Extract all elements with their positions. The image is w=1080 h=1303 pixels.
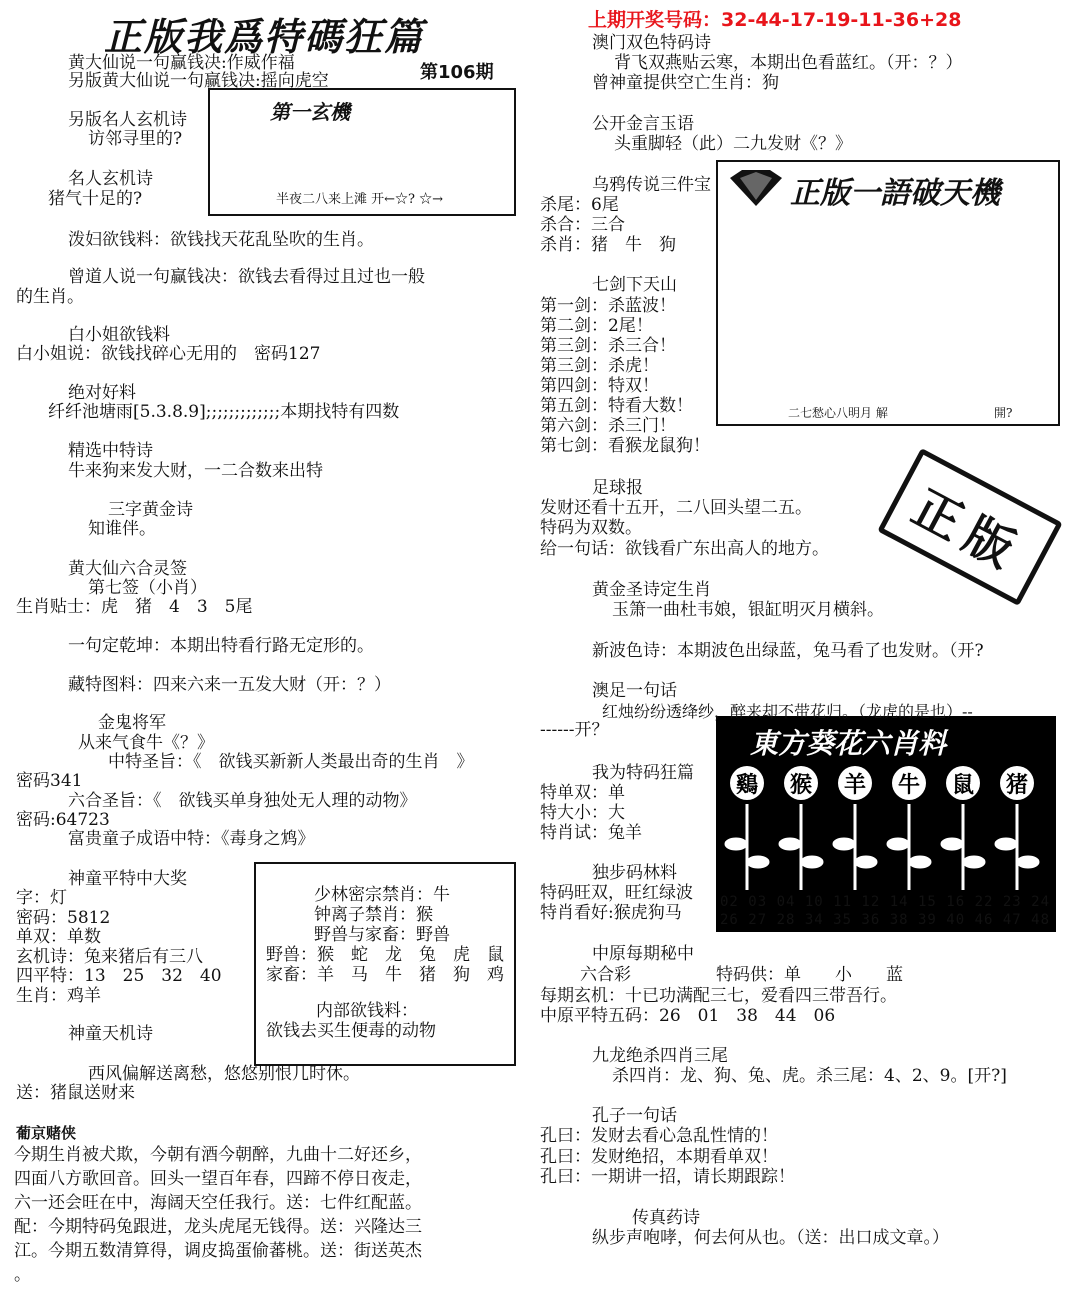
left-line: 一句定乾坤：本期出特看行路无定形的。 bbox=[68, 636, 374, 656]
left-line: 单双：单数 bbox=[16, 927, 101, 947]
shaolin-line: 野兽与家畜：野兽 bbox=[314, 925, 450, 945]
right-line: 七剑下天山 bbox=[592, 275, 677, 295]
right-line: 孔曰：发财绝招，本期看单双！ bbox=[540, 1147, 778, 1167]
shaolin-line: 内部欲钱料： bbox=[316, 1001, 418, 1021]
left-line: 三字黄金诗 bbox=[108, 500, 193, 520]
right-line: 背飞双燕贴云寒，本期出色看蓝红。（开：？） bbox=[614, 53, 963, 73]
yiyu-title: 正版一語破天機 bbox=[790, 176, 1000, 211]
right-line: 纵步声咆哮，何去何从也。（送：出口成文章。） bbox=[592, 1228, 949, 1248]
flower-numbers-row2: 26 27 28 34 35 36 38 39 40 46 47 48 bbox=[720, 912, 1051, 928]
right-line: 传真药诗 bbox=[632, 1208, 700, 1228]
left-line: 金鬼将军 bbox=[98, 713, 166, 733]
right-line: 特大小：大 bbox=[540, 803, 625, 823]
shaolin-line: 家畜：羊 马 牛 猪 狗 鸡 bbox=[266, 965, 504, 985]
left-line: 猪气十足的? bbox=[48, 189, 143, 209]
left-line: 密码341 bbox=[16, 771, 83, 791]
left-line: 曾道人说一句赢钱决：欲钱去看得过且过也一般 bbox=[68, 267, 425, 287]
left-line: 黄大仙六合灵签 bbox=[68, 559, 187, 579]
right-line: 特码旺双，旺红绿波 bbox=[540, 883, 693, 903]
flower-stems-icon bbox=[716, 804, 1056, 890]
left-line: 藏特图料：四来六来一五发大财（开：？） bbox=[68, 675, 391, 695]
right-line: 澳门双色特码诗 bbox=[592, 33, 711, 53]
right-line: 第三剑：杀三合！ bbox=[540, 336, 676, 356]
zodiac-chicken: 鷄 bbox=[730, 766, 764, 800]
right-line: 新波色诗：本期波色出绿蓝，兔马看了也发财。（开? bbox=[592, 641, 984, 661]
left-line: 纤纤池塘雨[5.3.8.9];;;;;;;;;;;;;本期找特有四数 bbox=[48, 402, 400, 422]
right-line: 第五剑：特看大数！ bbox=[540, 396, 693, 416]
left-line: 名人玄机诗 bbox=[68, 169, 153, 189]
shaolin-box bbox=[254, 862, 516, 1066]
yiyu-footer-right: 開? bbox=[994, 406, 1013, 420]
left-line: 配：今期特码兔跟进，龙头虎尾无钱得。送：兴隆达三 bbox=[14, 1217, 422, 1237]
left-line: 白小姐说：欲钱找碎心无用的 密码127 bbox=[16, 344, 321, 364]
zodiac-ox: 牛 bbox=[892, 766, 926, 800]
zodiac-pig: 猪 bbox=[1000, 766, 1034, 800]
left-line: 精选中特诗 bbox=[68, 441, 153, 461]
right-line: 特单双：单 bbox=[540, 783, 625, 803]
right-line: 黄金圣诗定生肖 bbox=[592, 580, 711, 600]
right-line: 孔子一句话 bbox=[592, 1106, 677, 1126]
right-line: 中原每期秘中 bbox=[592, 944, 694, 964]
left-line: 知谁伴。 bbox=[88, 519, 156, 539]
right-line: 特肖试：兔羊 bbox=[540, 823, 642, 843]
left-line: 送：猪鼠送财来 bbox=[16, 1083, 135, 1103]
shaolin-line: 野兽：猴 蛇 龙 兔 虎 鼠 bbox=[266, 945, 504, 965]
flower-title: 東方葵花六肖料 bbox=[750, 727, 947, 760]
zodiac-monkey: 猴 bbox=[784, 766, 818, 800]
yiyu-box bbox=[716, 160, 1060, 426]
left-line: 密码:64723 bbox=[16, 810, 110, 830]
left-line: 。 bbox=[14, 1265, 31, 1285]
right-line: 第三剑：杀虎！ bbox=[540, 356, 659, 376]
flower-numbers-row1: 02 03 04 10 11 12 14 15 16 22 23 24 bbox=[720, 894, 1051, 910]
right-line: 乌鸦传说三件宝 bbox=[592, 175, 711, 195]
left-line: 六一还会旺在中，海阔天空任我行。送：七件红配蓝。 bbox=[14, 1193, 422, 1213]
right-line: ------开？ bbox=[540, 720, 609, 740]
right-line: 九龙绝杀四肖三尾 bbox=[592, 1046, 728, 1066]
shaolin-line: 钟离子禁肖：猴 bbox=[314, 905, 433, 925]
diamond-icon bbox=[726, 168, 786, 208]
right-line: 曾神童提供空亡生肖：狗 bbox=[592, 73, 779, 93]
left-line: 的生肖。 bbox=[16, 287, 84, 307]
left-line: 访邻寻里的? bbox=[88, 129, 183, 149]
left-line: 生肖：鸡羊 bbox=[16, 986, 101, 1006]
left-line: 字：灯 bbox=[16, 888, 67, 908]
right-line: 独步码林料 bbox=[592, 863, 677, 883]
left-line: 富贵童子成语中特：《毒身之鸩》 bbox=[68, 829, 315, 849]
left-line: 泼妇欲钱料：欲钱找天花乱坠吹的生肖。 bbox=[68, 230, 374, 250]
right-line: 第七剑：看猴龙鼠狗！ bbox=[540, 436, 710, 456]
right-line: 中原平特五码：26 01 38 44 06 bbox=[540, 1006, 836, 1026]
masthead-title: 正版我爲特碼狂篇 bbox=[104, 15, 425, 59]
right-line: 澳足一句话 bbox=[592, 681, 677, 701]
right-line: 杀肖：猪 牛 狗 bbox=[540, 235, 676, 255]
left-line: 另版名人玄机诗 bbox=[68, 110, 187, 130]
right-line: 足球报 bbox=[592, 478, 643, 498]
zodiac-rat: 鼠 bbox=[946, 766, 980, 800]
last-result: 上期开奖号码：32-44-17-19-11-36+28 bbox=[588, 9, 962, 31]
right-line: 第六剑：杀三门！ bbox=[540, 416, 676, 436]
left-line: 神童平特中大奖 bbox=[68, 869, 187, 889]
right-line: 第二剑：2尾！ bbox=[540, 316, 653, 336]
shaolin-line: 少林密宗禁肖：牛 bbox=[314, 885, 450, 905]
right-line: 每期玄机：十已功满配三七，爱看四三带吾行。 bbox=[540, 986, 897, 1006]
right-line: 发财还看十五开，二八回头望二五。 bbox=[540, 498, 812, 518]
left-line: 密码：5812 bbox=[16, 908, 111, 928]
left-line: 今期生肖被犬欺，今朝有酒今朝醉，九曲十二好还乡， bbox=[14, 1145, 422, 1165]
yiyu-footer-left: 二七愁心八明月 解 bbox=[788, 406, 888, 420]
left-line: 中特圣旨：《 欲钱买新新人类最出奇的生肖 》 bbox=[108, 752, 474, 772]
left-line: 第七签（小肖） bbox=[88, 578, 207, 598]
left-line: 另版黄大仙说一句赢钱决:摇向虎空 bbox=[68, 71, 329, 91]
right-line: 特码为双数。 bbox=[540, 518, 642, 538]
left-line: 四平特：13 25 32 40 bbox=[16, 966, 222, 986]
zodiac-goat: 羊 bbox=[838, 766, 872, 800]
right-line: 杀合：三合 bbox=[540, 215, 625, 235]
issue-number: 第106期 bbox=[420, 62, 494, 83]
left-line: 绝对好料 bbox=[68, 383, 136, 403]
right-line: 玉箫一曲杜韦娘，银缸明灭月横斜。 bbox=[612, 600, 884, 620]
left-line: 黄大仙说一句赢钱决:作威作福 bbox=[68, 53, 295, 73]
left-line: 生肖贴士：虎 猪 4 3 5尾 bbox=[16, 597, 253, 617]
right-line: 第一剑：杀蓝波！ bbox=[540, 296, 676, 316]
right-line: 给一句话：欲钱看广东出高人的地方。 bbox=[540, 539, 829, 559]
left-line: 江。今期五数清算得，调皮捣蛋偷蕃桃。送：街送英杰 bbox=[14, 1241, 422, 1261]
left-line: 六合圣旨：《 欲钱买单身独处无人理的动物》 bbox=[68, 791, 417, 811]
left-line: 西风偏解送离愁，悠悠别恨几时休。 bbox=[88, 1064, 360, 1084]
left-line: 葡京赌侠 bbox=[16, 1124, 77, 1142]
left-line: 神童天机诗 bbox=[68, 1024, 153, 1044]
right-line: 红烛纷纷透绛纱，醉来却不带花归。（龙虎的是也）-- bbox=[602, 702, 973, 721]
shaolin-line: 欲钱去买生便毒的动物 bbox=[266, 1021, 436, 1041]
right-line: 孔曰：发财去看心急乱性情的！ bbox=[540, 1126, 778, 1146]
xuanji-title: 第一玄機 bbox=[270, 100, 350, 124]
left-line: 白小姐欲钱料 bbox=[68, 325, 170, 345]
left-line: 从来气食牛《？》 bbox=[78, 733, 214, 753]
right-line: 杀尾：6尾 bbox=[540, 195, 619, 215]
zhengban-stamp: 正版 bbox=[877, 448, 1062, 606]
right-line: 公开金言玉语 bbox=[592, 114, 694, 134]
right-line: 我为特码狂篇 bbox=[592, 763, 694, 783]
xuanji-box bbox=[208, 88, 516, 216]
right-line: 第四剑：特双！ bbox=[540, 376, 659, 396]
right-line: 孔曰：一期讲一招，请长期跟踪！ bbox=[540, 1167, 795, 1187]
right-line: 杀四肖：龙、狗、兔、虎。杀三尾：4、2、9。[开?] bbox=[612, 1066, 1007, 1086]
right-line: 六合彩 特码供：单 小 蓝 bbox=[580, 965, 903, 985]
right-line: 特肖看好:猴虎狗马 bbox=[540, 903, 682, 923]
xuanji-riddle: 半夜二八来上滩 开←☆? ☆→ bbox=[276, 192, 444, 207]
left-line: 牛来狗来发大财，一二合数来出特 bbox=[68, 461, 323, 481]
left-line: 玄机诗：兔来猪后有三八 bbox=[16, 947, 203, 967]
right-line: 头重脚轻（此）二九发财《？》 bbox=[614, 134, 852, 154]
left-line: 四面八方歌回音。回头一望百年春，四蹄不停日夜走， bbox=[14, 1169, 422, 1189]
